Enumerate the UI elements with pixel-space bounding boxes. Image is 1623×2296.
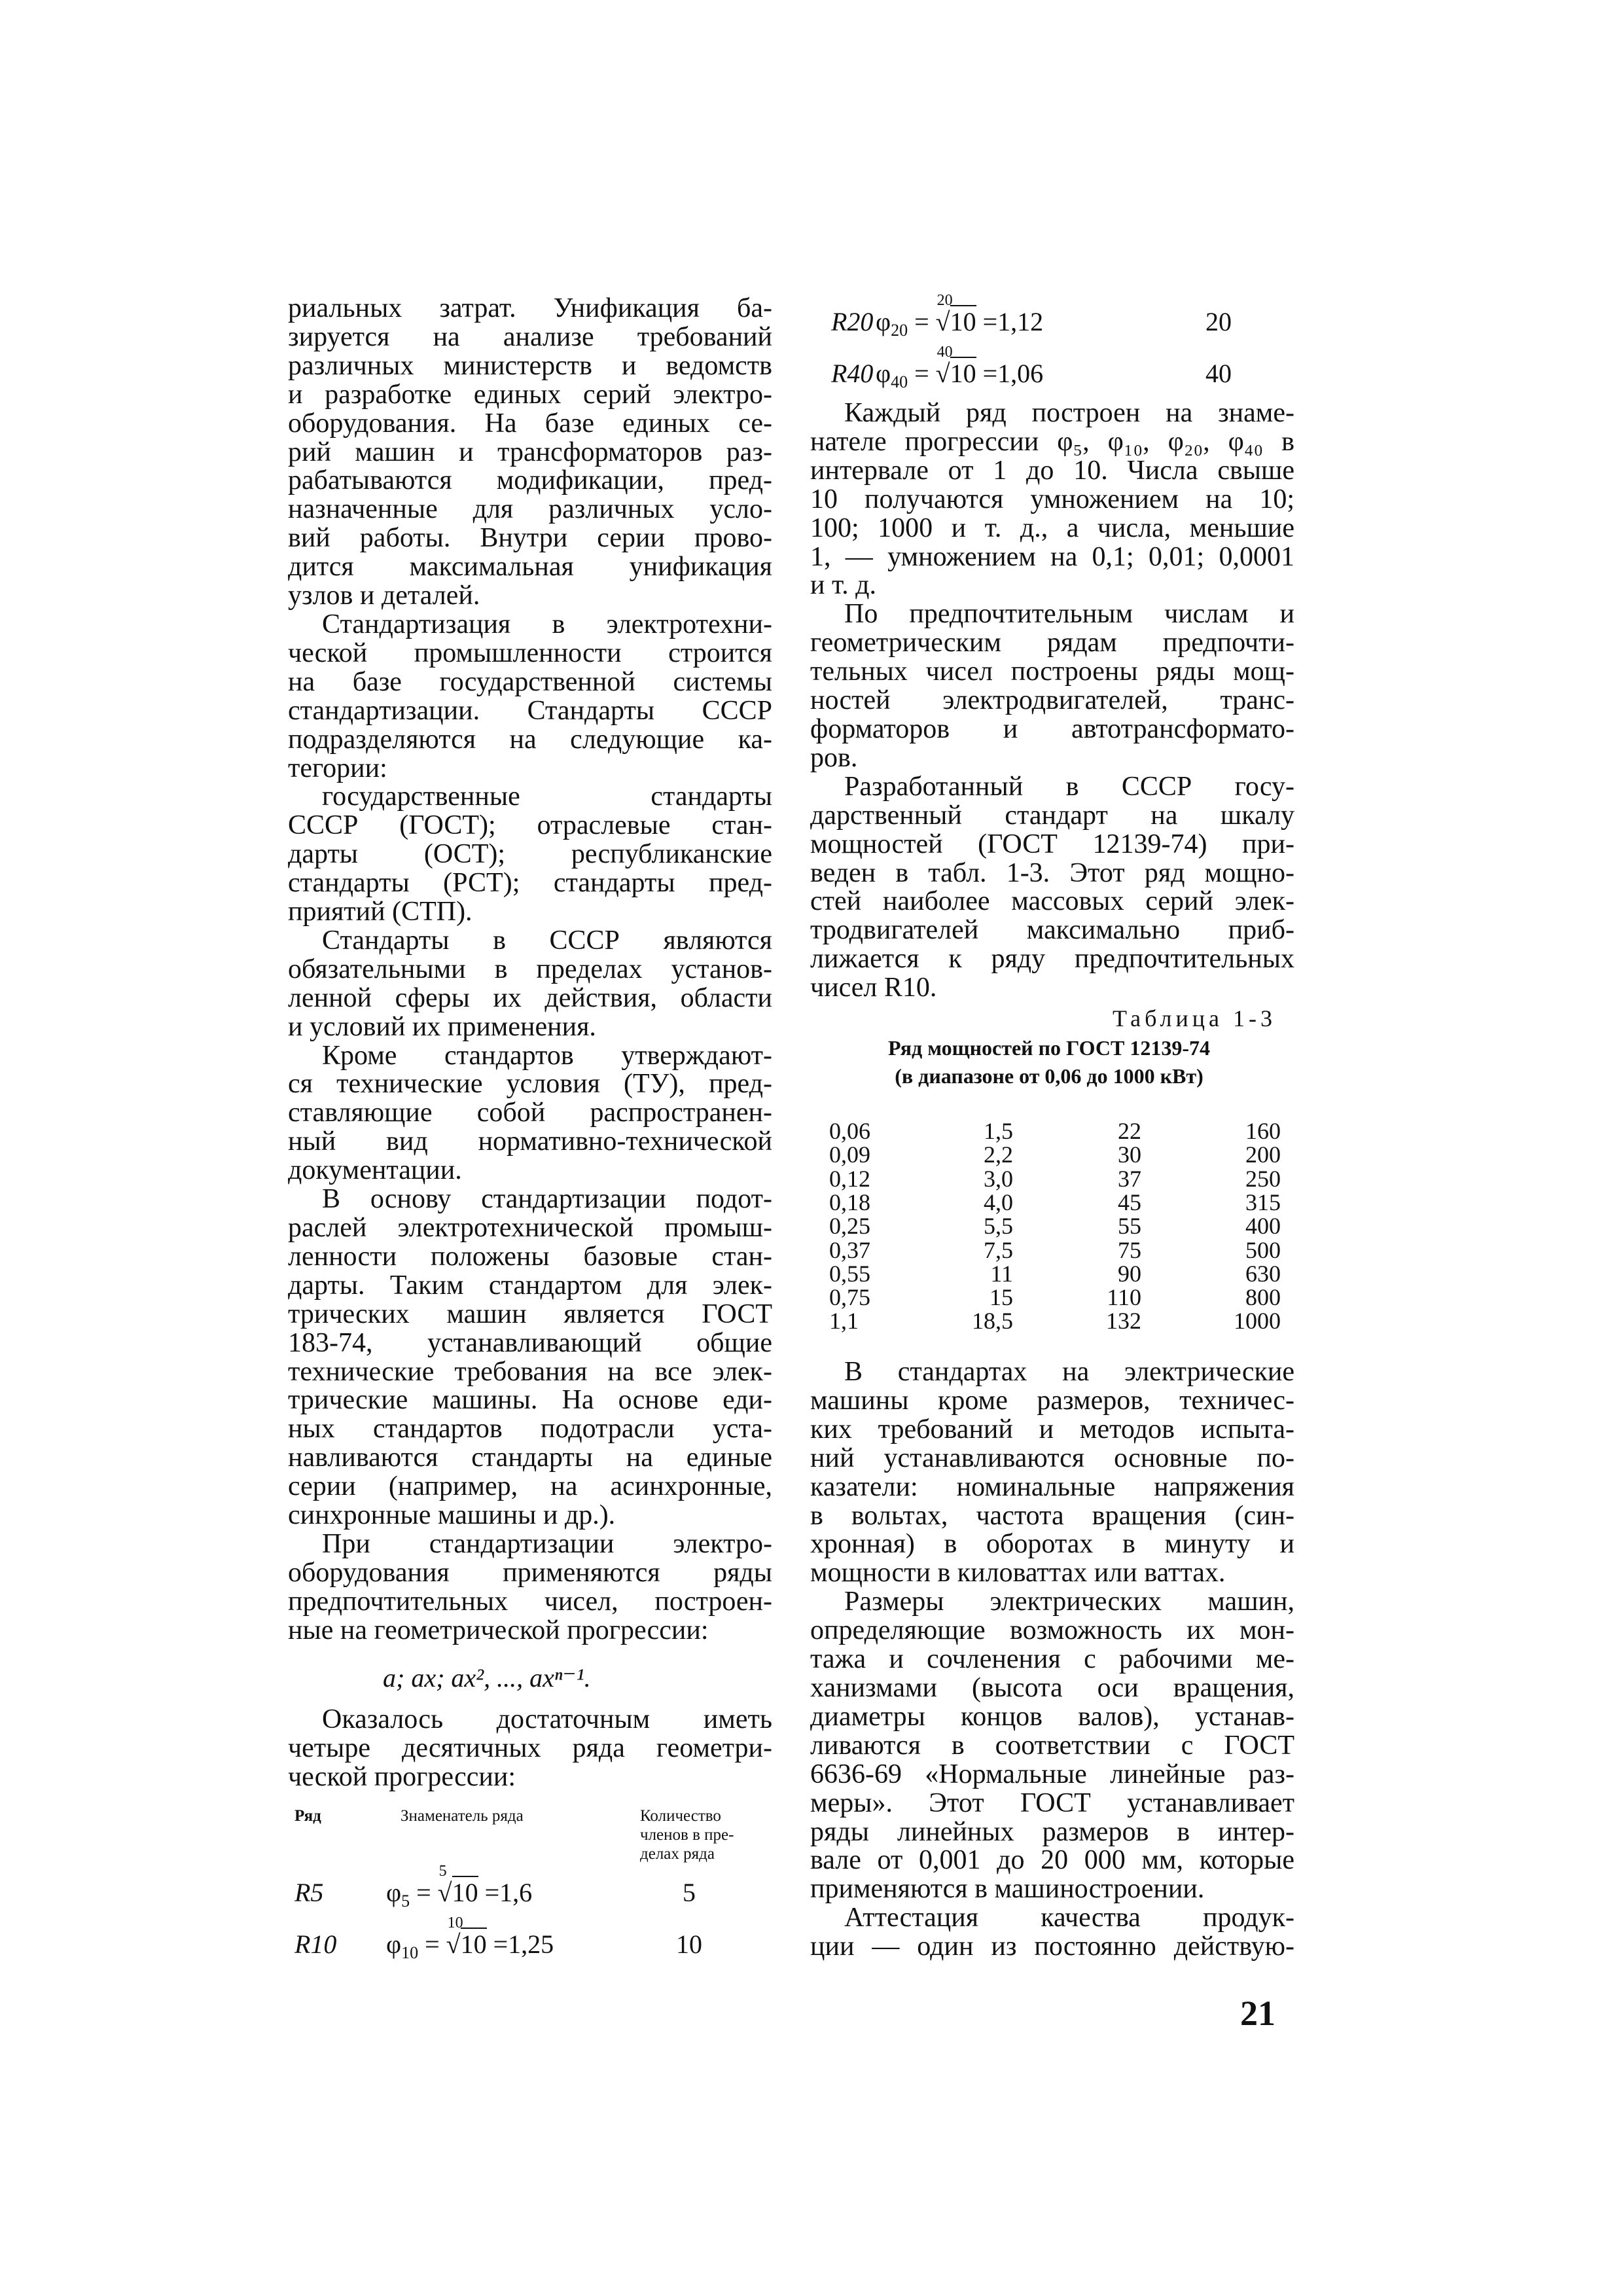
geometric-progression-formula: a; ax; ax², ..., axⁿ⁻¹. bbox=[383, 1663, 591, 1693]
text-line: диаметры концов валов), устанав- bbox=[810, 1701, 1294, 1732]
text-line: По предпочтительным числам и bbox=[844, 599, 1294, 630]
text-line: 6636-69 «Нормальные линейные раз- bbox=[810, 1759, 1294, 1789]
text-line: серии (например, на асинхронные, bbox=[288, 1471, 772, 1502]
series-table-header-ratio: Знаменатель ряда bbox=[401, 1807, 524, 1825]
power-table-cell: 45 bbox=[1118, 1189, 1141, 1215]
text-line: ний устанавливаются основные по- bbox=[810, 1443, 1294, 1473]
page-number: 21 bbox=[1240, 1994, 1275, 2033]
text-line: ции — один из постоянно действую- bbox=[810, 1931, 1294, 1962]
text-line: мощности в киловаттах или ваттах. bbox=[810, 1558, 1226, 1588]
text-line: дится максимальная унификация bbox=[288, 552, 772, 583]
text-line: риальных затрат. Унификация ба- bbox=[288, 293, 772, 323]
radical-sign: 40 √ bbox=[935, 344, 953, 388]
text-line: форматоров и автотрансформато- bbox=[810, 713, 1294, 744]
text-line: ческой промышленности строится bbox=[288, 637, 772, 668]
power-table-cell: 500 bbox=[1245, 1236, 1281, 1263]
text-line: 183-74, устанавливающий общие bbox=[288, 1327, 772, 1358]
text-line: оборудования. На базе единых се- bbox=[288, 408, 772, 439]
phi-symbol: φ bbox=[386, 1878, 402, 1907]
power-table-cell: 55 bbox=[1118, 1213, 1141, 1240]
text-line: тажа и сочленения с рабочими ме- bbox=[810, 1644, 1294, 1675]
root-index: 40 bbox=[936, 344, 953, 361]
phi-subscript: 10 bbox=[401, 1943, 419, 1962]
text-line: Стандарты в СССР являются bbox=[322, 925, 772, 956]
text-line: СССР (ГОСТ); отраслевые стан- bbox=[288, 810, 772, 841]
power-table-cell: 37 bbox=[1118, 1165, 1141, 1192]
text-line: определяющие возможность их мон- bbox=[810, 1615, 1294, 1646]
text-line: предпочтительных чисел, построен- bbox=[288, 1586, 772, 1617]
series-count: 10 bbox=[676, 1929, 702, 1959]
text-line: Аттестация качества продук- bbox=[844, 1903, 1294, 1933]
text-line: ких требований и методов испыта- bbox=[810, 1414, 1294, 1444]
text-line: чисел R10. bbox=[810, 973, 937, 1003]
series-label: R20 bbox=[831, 307, 874, 336]
text-line: 10 получаются умножением на 10; bbox=[810, 484, 1294, 514]
text-line: трические машины. На основе еди- bbox=[288, 1385, 772, 1416]
text-line: ный вид нормативно-технической bbox=[288, 1126, 772, 1157]
series-label: R5 bbox=[294, 1878, 324, 1907]
power-table-cell: 75 bbox=[1118, 1236, 1141, 1263]
text-line: тегории: bbox=[288, 753, 387, 783]
radical-sign: 5 √ bbox=[437, 1863, 452, 1907]
radicand: 10 bbox=[950, 357, 976, 388]
text-line: технические требования на все элек- bbox=[288, 1356, 772, 1387]
text-line: приятий (СТП). bbox=[288, 897, 473, 927]
power-table-cell: 400 bbox=[1245, 1213, 1281, 1240]
power-table-cell: 90 bbox=[1118, 1260, 1141, 1287]
text-line: ные на геометрической прогрессии: bbox=[288, 1615, 709, 1645]
power-table-cell: 160 bbox=[1245, 1118, 1281, 1144]
power-table-cell: 15 bbox=[990, 1284, 1013, 1311]
text-line: узлов и деталей. bbox=[288, 581, 480, 611]
text-line: ностей электродвигателей, транс- bbox=[810, 685, 1294, 716]
power-table-cell: 0,25 bbox=[829, 1213, 870, 1240]
power-table-cell: 11 bbox=[990, 1260, 1013, 1287]
table-title-line: (в диапазоне от 0,06 до 1000 кВт) bbox=[895, 1064, 1204, 1088]
series-count: 5 bbox=[683, 1878, 696, 1907]
series-table-header-series: Ряд bbox=[294, 1807, 321, 1825]
text-line: хронная) в оборотах в минуту и bbox=[810, 1529, 1294, 1560]
text-line: на базе государственной системы bbox=[288, 666, 772, 697]
series-ratio-formula: $\varphi_{40}$ = 40 √10 =1,06 bbox=[876, 344, 1044, 391]
right-column-text-continued bbox=[810, 1358, 1294, 1962]
table-title bbox=[853, 1034, 1245, 1090]
count-header-line: членов в пре- bbox=[640, 1826, 734, 1844]
text-line: В стандартах на электрические bbox=[844, 1357, 1294, 1387]
series-label: R40 bbox=[831, 359, 874, 388]
text-line: ленной сферы их действия, области bbox=[288, 982, 772, 1013]
left-column-text bbox=[288, 295, 772, 1645]
ratio-value: =1,6 bbox=[484, 1878, 533, 1907]
power-table-cell: 250 bbox=[1245, 1165, 1281, 1192]
text-line: дарты (ОСТ); республиканские bbox=[288, 839, 772, 870]
ratio-value: =1,12 bbox=[982, 307, 1044, 336]
text-line: 1, — умножением на 0,1; 0,01; 0,0001 bbox=[810, 541, 1294, 572]
text-line: веден в табл. 1-3. Этот ряд мощно- bbox=[810, 857, 1294, 888]
series-ratio-formula: $\varphi_{10}$ = 10 √10 =1,25 bbox=[386, 1914, 554, 1962]
text-line: рий машин и трансформаторов раз- bbox=[288, 437, 772, 467]
text-line: оборудования применяются ряды bbox=[288, 1557, 772, 1588]
text-line: интервале от 1 до 10. Числа свыше bbox=[810, 455, 1294, 486]
text-line: трических машин является ГОСТ bbox=[288, 1299, 772, 1329]
text-line: тельных чисел построены ряды мощ- bbox=[810, 656, 1294, 687]
text-line: раслей электротехнической промыш- bbox=[288, 1213, 772, 1243]
text-line: ливаются в соответствии с ГОСТ bbox=[810, 1730, 1294, 1761]
text-line: стей наиболее массовых серий элек- bbox=[810, 886, 1294, 917]
radicand: 10 bbox=[950, 305, 976, 336]
text-line: машины кроме размеров, техничес- bbox=[810, 1385, 1294, 1416]
power-table-cell: 132 bbox=[1106, 1308, 1141, 1335]
text-line: ров. bbox=[810, 742, 858, 773]
text-line: назначенные для различных усло- bbox=[288, 494, 772, 525]
series-ratio-formula: $\varphi_{20}$ = 20 √10 =1,12 bbox=[876, 292, 1044, 340]
phi-subscript: 20 bbox=[891, 321, 908, 340]
text-line: ленности положены базовые стан- bbox=[288, 1241, 772, 1272]
power-table-cell: 22 bbox=[1118, 1118, 1141, 1144]
text-line: вий работы. Внутри серии прово- bbox=[288, 523, 772, 554]
text-line: различных министерств и ведомств bbox=[288, 350, 772, 381]
text-line: геометрическим рядам предпочти- bbox=[810, 628, 1294, 658]
power-table-cell: 18,5 bbox=[972, 1308, 1013, 1335]
power-table-cell: 0,55 bbox=[829, 1260, 870, 1287]
right-column-text bbox=[810, 399, 1294, 1003]
text-line: стандарты (РСТ); стандарты пред- bbox=[288, 868, 772, 899]
phi-symbol: φ bbox=[876, 359, 891, 388]
text-line: Размеры электрических машин, bbox=[844, 1587, 1294, 1617]
left-column-text-continued bbox=[288, 1706, 772, 1792]
radical-sign: 20 √ bbox=[935, 292, 953, 336]
power-table-cell: 315 bbox=[1245, 1189, 1281, 1215]
text-line: применяются в машиностроении. bbox=[810, 1874, 1205, 1905]
power-table-cell: 0,12 bbox=[829, 1165, 870, 1192]
table-caption: Таблица 1-3 bbox=[1113, 1005, 1276, 1031]
text-line: 100; 1000 и т. д., а числа, меньшие bbox=[810, 512, 1294, 543]
text-line: меры». Этот ГОСТ устанавливает bbox=[810, 1787, 1294, 1818]
text-line: и т. д. bbox=[810, 570, 877, 601]
radicand: 10 bbox=[452, 1876, 478, 1907]
text-line: и разработке единых серий электро- bbox=[288, 379, 772, 410]
radicand: 10 bbox=[461, 1928, 487, 1959]
power-table-cell: 0,06 bbox=[829, 1118, 870, 1144]
text-line: подразделяются на следующие ка- bbox=[288, 724, 772, 755]
series-count: 40 bbox=[1205, 359, 1232, 388]
power-table-cell: 1,1 bbox=[829, 1308, 859, 1335]
text-line: вале от 0,001 до 20 000 мм, которые bbox=[810, 1845, 1294, 1876]
text-line: рабатываются модификации, пред- bbox=[288, 465, 772, 496]
power-table-cell: 800 bbox=[1245, 1284, 1281, 1311]
power-table-cell: 110 bbox=[1107, 1284, 1141, 1311]
phi-symbol: φ bbox=[876, 307, 891, 336]
text-line: лижается к ряду предпочтительных bbox=[810, 944, 1294, 975]
root-index: 5 bbox=[438, 1863, 447, 1880]
text-line: Каждый ряд построен на знаме- bbox=[844, 398, 1294, 428]
root-index: 10 bbox=[447, 1914, 463, 1931]
ratio-value: =1,25 bbox=[493, 1929, 554, 1959]
power-table-cell: 0,37 bbox=[829, 1236, 870, 1263]
text-line: ся технические условия (ТУ), пред- bbox=[288, 1069, 772, 1100]
power-table-cell: 4,0 bbox=[984, 1189, 1013, 1215]
series-ratio-formula: $\varphi_5$ = 5 √10 =1,6 bbox=[386, 1863, 533, 1910]
power-table-cell: 3,0 bbox=[984, 1165, 1013, 1192]
text-line: ханизмами (высота оси вращения, bbox=[810, 1672, 1294, 1703]
power-table-cell: 0,75 bbox=[829, 1284, 870, 1311]
power-table-cell: 0,09 bbox=[829, 1141, 870, 1168]
text-line: зируется на анализе требований bbox=[288, 321, 772, 352]
text-line: ставляющие собой распространен- bbox=[288, 1098, 772, 1128]
count-header-line: делах ряда bbox=[640, 1845, 715, 1863]
ratio-value: =1,06 bbox=[982, 359, 1044, 388]
power-table-cell: 30 bbox=[1118, 1141, 1141, 1168]
text-line: ческой прогрессии: bbox=[288, 1761, 516, 1792]
text-line: стандартизации. Стандарты СССР bbox=[288, 695, 772, 726]
text-line: Оказалось достаточным иметь bbox=[322, 1704, 772, 1734]
text-line: Кроме стандартов утверждают- bbox=[322, 1040, 772, 1071]
text-line: государственные стандарты bbox=[322, 781, 772, 812]
power-table-cell: 7,5 bbox=[984, 1236, 1013, 1263]
text-line: в вольтах, частота вращения (син- bbox=[810, 1500, 1294, 1531]
phi-subscript: 5 bbox=[401, 1892, 410, 1910]
text-line: документации. bbox=[288, 1155, 462, 1186]
power-table-cell: 0,18 bbox=[829, 1189, 870, 1215]
text-line: дарты. Таким стандартом для элек- bbox=[288, 1270, 772, 1300]
radical-sign: 10 √ bbox=[446, 1914, 463, 1959]
series-count: 20 bbox=[1205, 307, 1232, 336]
text-line: дарственный стандарт на шкалу bbox=[810, 800, 1294, 831]
text-line: нателе прогрессии φ₅, φ₁₀, φ₂₀, φ₄₀ в bbox=[810, 426, 1294, 457]
power-table-cell: 200 bbox=[1245, 1141, 1281, 1168]
text-line: При стандартизации электро- bbox=[322, 1528, 772, 1559]
text-line: и условий их применения. bbox=[288, 1011, 596, 1042]
power-table-cell: 2,2 bbox=[984, 1141, 1013, 1168]
text-line: ряды линейных размеров в интер- bbox=[810, 1816, 1294, 1847]
text-line: четыре десятичных ряда геометри- bbox=[288, 1732, 772, 1763]
root-index: 20 bbox=[936, 292, 953, 309]
text-line: Разработанный в СССР госу- bbox=[844, 771, 1294, 802]
phi-symbol: φ bbox=[386, 1929, 402, 1959]
count-header-line: Количество bbox=[640, 1807, 721, 1825]
power-table-cell: 1,5 bbox=[984, 1118, 1013, 1144]
series-table-header-count bbox=[640, 1806, 734, 1863]
text-line: обязательными в пределах установ- bbox=[288, 954, 772, 984]
power-table-cell: 5,5 bbox=[984, 1213, 1013, 1240]
text-line: Стандартизация в электротехни- bbox=[322, 609, 772, 639]
power-table-cell: 1000 bbox=[1234, 1308, 1281, 1335]
phi-subscript: 40 bbox=[891, 372, 908, 391]
text-line: ных стандартов подотрасли уста- bbox=[288, 1414, 772, 1444]
table-title-line: Ряд мощностей по ГОСТ 12139-74 bbox=[888, 1036, 1210, 1060]
text-line: тродвигателей максимально приб- bbox=[810, 915, 1294, 946]
text-line: мощностей (ГОСТ 12139-74) при- bbox=[810, 829, 1294, 859]
text-line: В основу стандартизации подот- bbox=[322, 1184, 772, 1215]
power-table-cell: 630 bbox=[1245, 1260, 1281, 1287]
series-label: R10 bbox=[294, 1929, 337, 1959]
text-line: навливаются стандарты на единые bbox=[288, 1443, 772, 1473]
text-line: синхронные машины и др.). bbox=[288, 1500, 616, 1531]
text-line: казатели: номинальные напряжения bbox=[810, 1471, 1294, 1502]
